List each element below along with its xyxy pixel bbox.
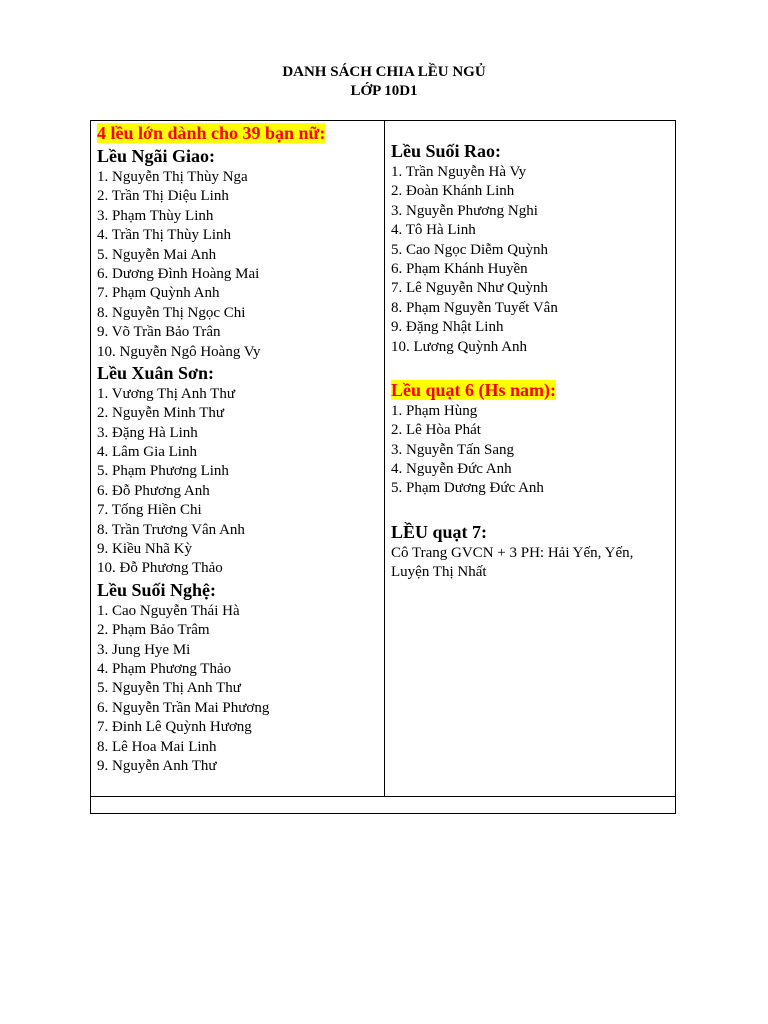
list-item: 3. Nguyễn Tấn Sang [391, 441, 515, 458]
list-item: 8. Trần Trương Vân Anh [97, 521, 245, 538]
tent-title-quat-6-row [391, 379, 671, 402]
tent-title-quat-6: Lều quạt 6 (Hs nam): [391, 379, 557, 400]
column-divider [384, 121, 385, 796]
list-item: 7. Phạm Quỳnh Anh [97, 285, 220, 302]
list-item: 2. Lê Hòa Phát [391, 422, 481, 439]
left-column [97, 121, 381, 776]
tent-title-quat-7: LỀU quạt 7: [391, 521, 488, 542]
list-item: 7. Tống Hiền Chi [97, 502, 202, 519]
list-item: 10. Lương Quỳnh Anh [391, 338, 528, 355]
tent-title-suoi-rao: Lều Suối Rao: [391, 141, 502, 161]
list-item: 10. Đỗ Phương Thảo [97, 560, 223, 577]
girls-intro-row [97, 122, 381, 145]
list-item: 4. Nguyễn Đức Anh [391, 461, 512, 478]
list-item: 2. Trần Thị Diệu Linh [97, 188, 229, 205]
list-item: 5. Cao Ngọc Diễm Quỳnh [391, 241, 549, 258]
girls-intro: 4 lều lớn dành cho 39 bạn nữ: [97, 123, 326, 143]
list-item: 7. Lê Nguyễn Như Quỳnh [391, 280, 548, 297]
right-column [391, 121, 671, 583]
list-item: 9. Võ Trần Bảo Trân [97, 324, 221, 341]
list-item: 3. Đặng Hà Linh [97, 424, 198, 441]
list-item: 3. Jung Hye Mi [97, 641, 191, 658]
list-item: 1. Nguyễn Thị Thùy Nga [97, 169, 248, 185]
tent-title-xuan-son: Lều Xuân Sơn: [97, 362, 215, 383]
list-item: 6. Đỗ Phương Anh [97, 482, 210, 499]
list-item: 9. Đặng Nhật Linh [391, 319, 504, 336]
list-item: 9. Nguyễn Anh Thư [97, 757, 217, 774]
list-item: 8. Nguyễn Thị Ngọc Chi [97, 304, 246, 321]
list-item: 4. Phạm Phương Thảo [97, 660, 232, 677]
list-item: 8. Phạm Nguyễn Tuyết Vân [391, 299, 558, 316]
list-item: 10. Nguyễn Ngô Hoàng Vy [97, 343, 261, 360]
list-item: 4. Trần Thị Thùy Linh [97, 227, 232, 244]
list-item: 4. Lâm Gia Linh [97, 444, 197, 461]
list-item: 2. Đoàn Khánh Linh [391, 183, 515, 200]
list-item: 1. Cao Nguyễn Thái Hà [97, 602, 240, 619]
list-item: 6. Dương Đình Hoàng Mai [97, 265, 260, 282]
list-item: 3. Phạm Thùy Linh [97, 207, 214, 224]
list-item: 6. Phạm Khánh Huyền [391, 260, 528, 277]
list-item: 5. Phạm Dương Đức Anh [391, 480, 544, 497]
document-title: DANH SÁCH CHIA LỀU NGỦ [282, 64, 486, 80]
list-item: 5. Phạm Phương Linh [97, 463, 229, 480]
list-item: 1. Vương Thị Anh Thư [97, 385, 235, 402]
list-item: 3. Nguyễn Phương Nghi [391, 202, 538, 219]
list-item: 8. Lê Hoa Mai Linh [97, 738, 217, 755]
tent-note-quat-7: Cô Trang GVCN + 3 PH: Hải Yến, Yến, Luyện Thị Nhất [391, 544, 634, 581]
tent-list-suoi-nghe [97, 602, 381, 777]
list-item: 4. Tô Hà Linh [391, 222, 476, 239]
list-item: 1. Trần Nguyễn Hà Vy [391, 164, 527, 180]
tent-table [90, 120, 676, 814]
list-item: 5. Nguyễn Mai Anh [97, 246, 217, 263]
list-item: 9. Kiều Nhã Kỳ [97, 541, 192, 558]
row-divider [91, 796, 675, 797]
list-item: 7. Đinh Lê Quỳnh Hương [97, 719, 252, 736]
list-item: 5. Nguyễn Thị Anh Thư [97, 680, 241, 697]
tent-list-xuan-son [97, 385, 381, 579]
document-subtitle: LỚP 10D1 [350, 83, 418, 99]
list-item: 1. Phạm Hùng [391, 402, 478, 419]
tent-title-ngai-giao: Lều Ngãi Giao: [97, 146, 216, 166]
list-item: 2. Phạm Bảo Trâm [97, 622, 210, 639]
tent-title-suoi-nghe: Lều Suối Nghệ: [97, 579, 217, 600]
tent-list-suoi-rao [391, 163, 671, 357]
tent-list-ngai-giao [97, 168, 381, 362]
list-item: 6. Nguyễn Trần Mai Phương [97, 699, 270, 716]
tent-list-quat-6 [391, 402, 671, 499]
list-item: 2. Nguyễn Minh Thư [97, 405, 225, 422]
